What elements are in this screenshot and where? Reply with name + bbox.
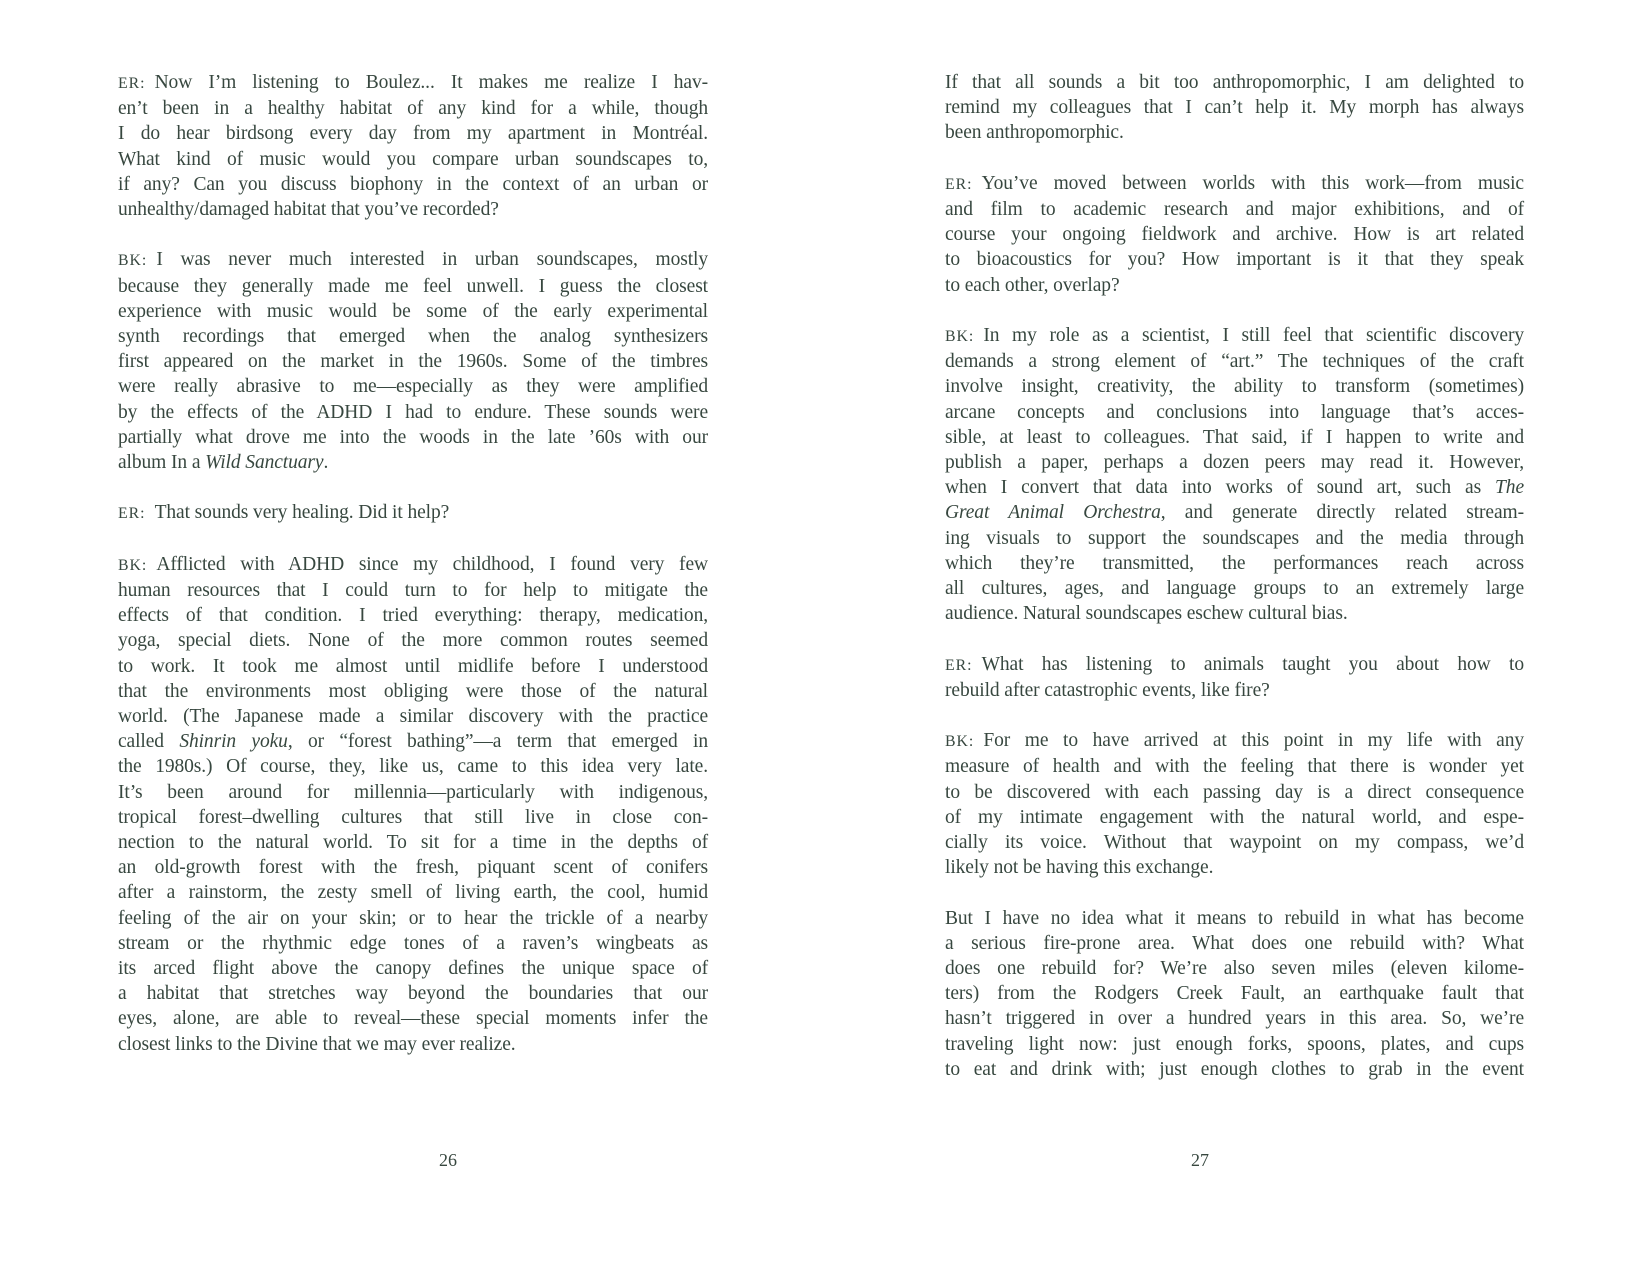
text-line: called Shinrin yoku, or “forest bathing”—a term that emerged in bbox=[118, 731, 708, 753]
paragraph bbox=[118, 552, 708, 1057]
text-line: yoga, special diets. None of the more common routes seemed bbox=[118, 630, 708, 652]
text-line: synth recordings that emerged when the analog synthesizers bbox=[118, 326, 708, 348]
text-line: a serious fire-prone area. What does one rebuild with? What bbox=[945, 932, 1524, 954]
text-line: It’s been around for millennia—particularly with indigenous, bbox=[118, 781, 708, 803]
text-line: If that all sounds a bit too anthropomorphic, I am delighted to bbox=[945, 72, 1524, 93]
speaker-label: ER: bbox=[945, 656, 973, 674]
text-line: audience. Natural soundscapes eschew cultural bias. bbox=[945, 603, 1348, 625]
page-number-left: 26 bbox=[439, 1150, 457, 1170]
text-line: ER: You’ve moved between worlds with this work—from music bbox=[945, 172, 1524, 194]
text-line: an old-growth forest with the fresh, piquant scent of conifers bbox=[118, 857, 708, 879]
text-line: and film to academic research and major exhibitions, and of bbox=[945, 199, 1524, 220]
text-line: ER: What has listening to animals taught you about how to bbox=[945, 653, 1524, 675]
page-left-text-column bbox=[118, 70, 708, 1057]
speaker-label: ER: bbox=[118, 75, 146, 92]
text-line: a habitat that stretches way beyond the boundaries that our bbox=[118, 983, 708, 1005]
page-number-right: 27 bbox=[1191, 1150, 1209, 1170]
text-line: ER: Now I’m listening to Boulez... It makes me realize I hav- bbox=[118, 72, 708, 93]
text-line: nection to the natural world. To sit for a time in the depths of bbox=[118, 832, 708, 854]
text-line: en’t been in a healthy habitat of any kind for a while, though bbox=[118, 98, 708, 120]
text-line: does one rebuild for? We’re also seven miles (eleven kilome- bbox=[945, 958, 1524, 980]
text-line: But I have no idea what it means to rebuild in what has become bbox=[945, 907, 1524, 929]
text-line: measure of health and with the feeling that there is wonder yet bbox=[945, 756, 1524, 778]
text-line: when I convert that data into works of sound art, such as The bbox=[945, 477, 1524, 499]
text-line: BK: In my role as a scientist, I still feel that scientific discovery bbox=[945, 325, 1524, 346]
text-line: to each other, overlap? bbox=[945, 274, 1120, 296]
text-line: ing visuals to support the soundscapes and the media through bbox=[945, 527, 1524, 549]
page-right-text-column bbox=[945, 70, 1524, 1082]
text-line: to work. It took me almost until midlife before I understood bbox=[118, 655, 708, 677]
paragraph bbox=[118, 70, 708, 222]
text-line: BK: I was never much interested in urban soundscapes, mostly bbox=[118, 249, 708, 271]
text-line: world. (The Japanese made a similar discovery with the practice bbox=[118, 706, 708, 728]
text-line: were really abrasive to me—especially as they were amplified bbox=[118, 376, 708, 398]
text-line: the 1980s.) Of course, they, like us, came to this idea very late. bbox=[118, 756, 708, 778]
text-line: which they’re transmitted, the performances reach across bbox=[945, 552, 1524, 574]
text-line: demands a strong element of “art.” The techniques of the craft bbox=[945, 351, 1524, 373]
text-line: traveling light now: just enough forks, spoons, plates, and cups bbox=[945, 1033, 1524, 1055]
text-line: BK: For me to have arrived at this point in my life with any bbox=[945, 730, 1524, 752]
text-line: album In a Wild Sanctuary. bbox=[118, 452, 329, 474]
text-line: tropical forest–dwelling cultures that still live in close con- bbox=[118, 806, 708, 828]
text-line: all cultures, ages, and language groups to an extremely large bbox=[945, 578, 1524, 600]
text-line: BK: Afflicted with ADHD since my childhood, I found very few bbox=[118, 553, 708, 575]
text-line: feeling of the air on your skin; or to hear the trickle of a nearby bbox=[118, 907, 708, 929]
text-line: remind my colleagues that I can’t help it. My morph has always bbox=[945, 97, 1524, 119]
text-line: been anthropomorphic. bbox=[945, 122, 1124, 144]
text-line: hasn’t triggered in over a hundred years in this area. So, we’re bbox=[945, 1008, 1524, 1030]
text-line: to bioacoustics for you? How important is it that they speak bbox=[945, 249, 1524, 271]
speaker-label: ER: bbox=[945, 175, 973, 193]
text-line: to eat and drink with; just enough clothes to grab in the event bbox=[945, 1058, 1524, 1080]
paragraph bbox=[945, 323, 1524, 626]
text-line: first appeared on the market in the 1960s. Some of the timbres bbox=[118, 351, 708, 373]
text-line: effects of that condition. I tried everything: therapy, medication, bbox=[118, 605, 708, 627]
text-line: ters) from the Rodgers Creek Fault, an earthquake fault that bbox=[945, 983, 1524, 1005]
text-line: by the effects of the ADHD I had to endure. These sounds were bbox=[118, 401, 708, 423]
text-line: sible, at least to colleagues. That said, if I happen to write and bbox=[945, 426, 1524, 448]
text-line: course your ongoing fieldwork and archive. How is art related bbox=[945, 224, 1524, 246]
text-line: publish a paper, perhaps a dozen peers may read it. However, bbox=[945, 452, 1524, 474]
text-line: involve insight, creativity, the ability to transform (sometimes) bbox=[945, 376, 1524, 398]
paragraph bbox=[945, 652, 1524, 703]
text-line: after a rainstorm, the zesty smell of living earth, the cool, humid bbox=[118, 882, 708, 904]
text-line: I do hear birdsong every day from my apartment in Montréal. bbox=[118, 123, 708, 145]
speaker-label: BK: bbox=[118, 556, 148, 574]
text-line: eyes, alone, are able to reveal—these special moments infer the bbox=[118, 1008, 708, 1030]
text-line: if any? Can you discuss biophony in the context of an urban or bbox=[118, 173, 708, 195]
paragraph bbox=[118, 247, 708, 475]
text-line: closest links to the Divine that we may ever realize. bbox=[118, 1033, 516, 1055]
text-line: arcane concepts and conclusions into language that’s acces- bbox=[945, 401, 1524, 423]
speaker-label: BK: bbox=[118, 252, 148, 270]
speaker-label: BK: bbox=[945, 328, 975, 345]
text-line: that the environments most obliging were those of the natural bbox=[118, 680, 708, 702]
text-line: rebuild after catastrophic events, like fire? bbox=[945, 679, 1270, 701]
text-line: partially what drove me into the woods in the late ’60s with our bbox=[118, 426, 708, 448]
text-line: likely not be having this exchange. bbox=[945, 857, 1214, 879]
paragraph bbox=[945, 171, 1524, 298]
text-line: human resources that I could turn to for help to mitigate the bbox=[118, 580, 708, 602]
text-line: of my intimate engagement with the natural world, and espe- bbox=[945, 806, 1524, 828]
text-line: experience with music would be some of the early experimental bbox=[118, 300, 708, 322]
paragraph bbox=[945, 728, 1524, 880]
text-line: Great Animal Orchestra, and generate directly related stream- bbox=[945, 502, 1524, 524]
text-line: cially its voice. Without that waypoint on my compass, we’d bbox=[945, 832, 1524, 854]
text-line: ER: That sounds very healing. Did it help? bbox=[118, 502, 450, 524]
text-line: its arced flight above the canopy defines the unique space of bbox=[118, 958, 708, 980]
paragraph bbox=[118, 500, 708, 526]
paragraph bbox=[945, 906, 1524, 1082]
paragraph bbox=[945, 70, 1524, 146]
text-line: unhealthy/damaged habitat that you’ve recorded? bbox=[118, 199, 499, 221]
text-line: because they generally made me feel unwell. I guess the closest bbox=[118, 275, 708, 297]
speaker-label: BK: bbox=[945, 733, 975, 751]
text-line: stream or the rhythmic edge tones of a raven’s wingbeats as bbox=[118, 932, 708, 954]
text-line: to be discovered with each passing day is a direct consequence bbox=[945, 781, 1524, 803]
text-line: What kind of music would you compare urban soundscapes to, bbox=[118, 148, 708, 170]
speaker-label: ER: bbox=[118, 505, 146, 523]
